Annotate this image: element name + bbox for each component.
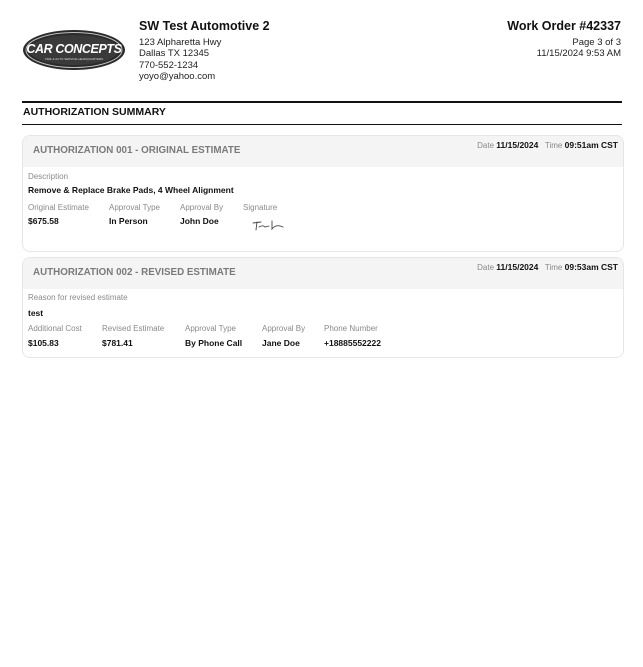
signature-image: [251, 218, 287, 232]
approval-by-label: Approval By: [262, 324, 306, 333]
time-value: 09:53am CST: [564, 262, 618, 272]
date-label: Date: [477, 263, 495, 272]
description-value: Remove & Replace Brake Pads, 4 Wheel Alignment: [28, 185, 234, 195]
authorization-datetime: [477, 140, 618, 150]
authorization-title: AUTHORIZATION 002 - REVISED ESTIMATE: [33, 267, 236, 278]
approval-type-value: In Person: [109, 216, 148, 226]
car-concepts-logo: [22, 29, 126, 71]
reason-label: Reason for revised estimate: [28, 293, 128, 302]
approval-type-value: By Phone Call: [185, 338, 243, 348]
work-order-number: Work Order #42337: [507, 19, 621, 33]
time-label: Time: [544, 141, 563, 150]
authorization-card-002: [22, 257, 624, 358]
approval-by-label: Approval By: [180, 203, 224, 212]
date-value: 11/15/2024: [496, 140, 539, 150]
approval-by-value: John Doe: [180, 216, 219, 226]
additional-cost-value: $105.83: [28, 338, 59, 348]
phone-number-value: +18885552222: [324, 338, 381, 348]
svg-text:TIRE & AUTO SERVICE HEADQUARTE: TIRE & AUTO SERVICE HEADQUARTERS: [44, 57, 104, 61]
authorization-header: [23, 136, 623, 167]
revised-estimate-value: $781.41: [102, 338, 133, 348]
authorization-card-001: [22, 135, 624, 252]
revised-estimate-label: Revised Estimate: [102, 324, 165, 333]
authorization-header: [23, 258, 623, 289]
svg-text:CAR CONCEPTS: CAR CONCEPTS: [26, 42, 122, 56]
reason-value: test: [28, 308, 44, 318]
shop-info: [139, 19, 270, 82]
header-divider: [22, 101, 622, 103]
original-estimate-value: $675.58: [28, 216, 59, 226]
approval-by-value: Jane Doe: [262, 338, 300, 348]
work-order-info: [507, 19, 621, 60]
original-estimate-label: Original Estimate: [28, 203, 89, 212]
time-label: Time: [544, 263, 563, 272]
description-label: Description: [28, 172, 69, 181]
approval-type-label: Approval Type: [109, 203, 160, 212]
shop-address-line1: 123 Alpharetta Hwy: [139, 37, 222, 48]
page-indicator: Page 3 of 3: [572, 37, 621, 48]
shop-address-line2: Dallas TX 12345: [139, 48, 210, 60]
authorization-datetime: [477, 262, 618, 272]
shop-email: yoyo@yahoo.com: [139, 70, 216, 82]
authorization-title: AUTHORIZATION 001 - ORIGINAL ESTIMATE: [33, 145, 241, 156]
shop-phone: 770-552-1234: [139, 59, 199, 71]
date-value: 11/15/2024: [496, 262, 539, 272]
time-value: 09:51am CST: [564, 140, 618, 150]
date-label: Date: [477, 141, 495, 150]
signature-label: Signature: [243, 203, 278, 212]
additional-cost-label: Additional Cost: [28, 324, 82, 333]
work-order-datetime: 11/15/2024 9:53 AM: [536, 48, 621, 60]
section-divider: [22, 124, 622, 125]
phone-number-label: Phone Number: [324, 324, 378, 333]
section-title: AUTHORIZATION SUMMARY: [23, 106, 166, 118]
approval-type-label: Approval Type: [185, 324, 236, 333]
shop-name: SW Test Automotive 2: [139, 19, 270, 33]
